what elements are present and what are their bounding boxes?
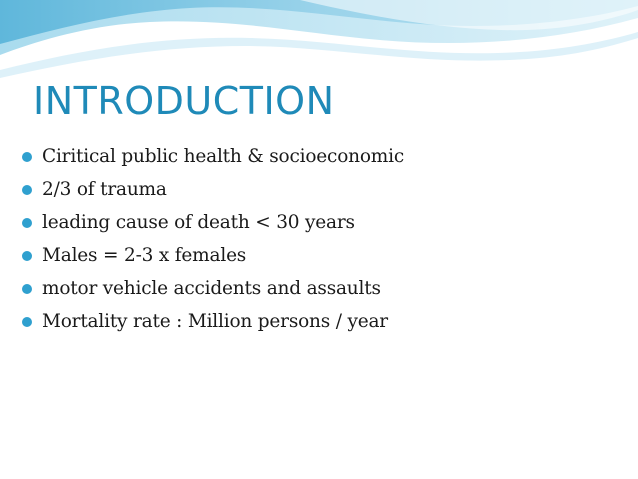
list-item: [22, 206, 404, 239]
bullet-dot-icon: [22, 152, 32, 162]
bullet-text: leading cause of death < 30 years: [42, 212, 355, 233]
bullet-text: motor vehicle accidents and assaults: [42, 278, 381, 299]
bullet-dot-icon: [22, 218, 32, 228]
bullet-dot-icon: [22, 284, 32, 294]
bullet-text: Ciritical public health & socioeconomic: [42, 146, 405, 167]
slide-title: INTRODUCTION: [33, 79, 335, 123]
list-item: [22, 239, 404, 272]
bullet-text: Mortality rate : Million persons / year: [42, 311, 388, 332]
list-item: [22, 140, 404, 173]
list-item: [22, 173, 404, 206]
bullet-dot-icon: [22, 185, 32, 195]
bullet-list: [22, 140, 404, 338]
wave-highlight: [0, 32, 638, 78]
bullet-dot-icon: [22, 317, 32, 327]
bullet-text: 2/3 of trauma: [42, 179, 167, 200]
decorative-wave-header: [0, 0, 638, 80]
bullet-dot-icon: [22, 251, 32, 261]
list-item: [22, 272, 404, 305]
list-item: [22, 305, 404, 338]
bullet-text: Males = 2-3 x females: [42, 245, 247, 266]
